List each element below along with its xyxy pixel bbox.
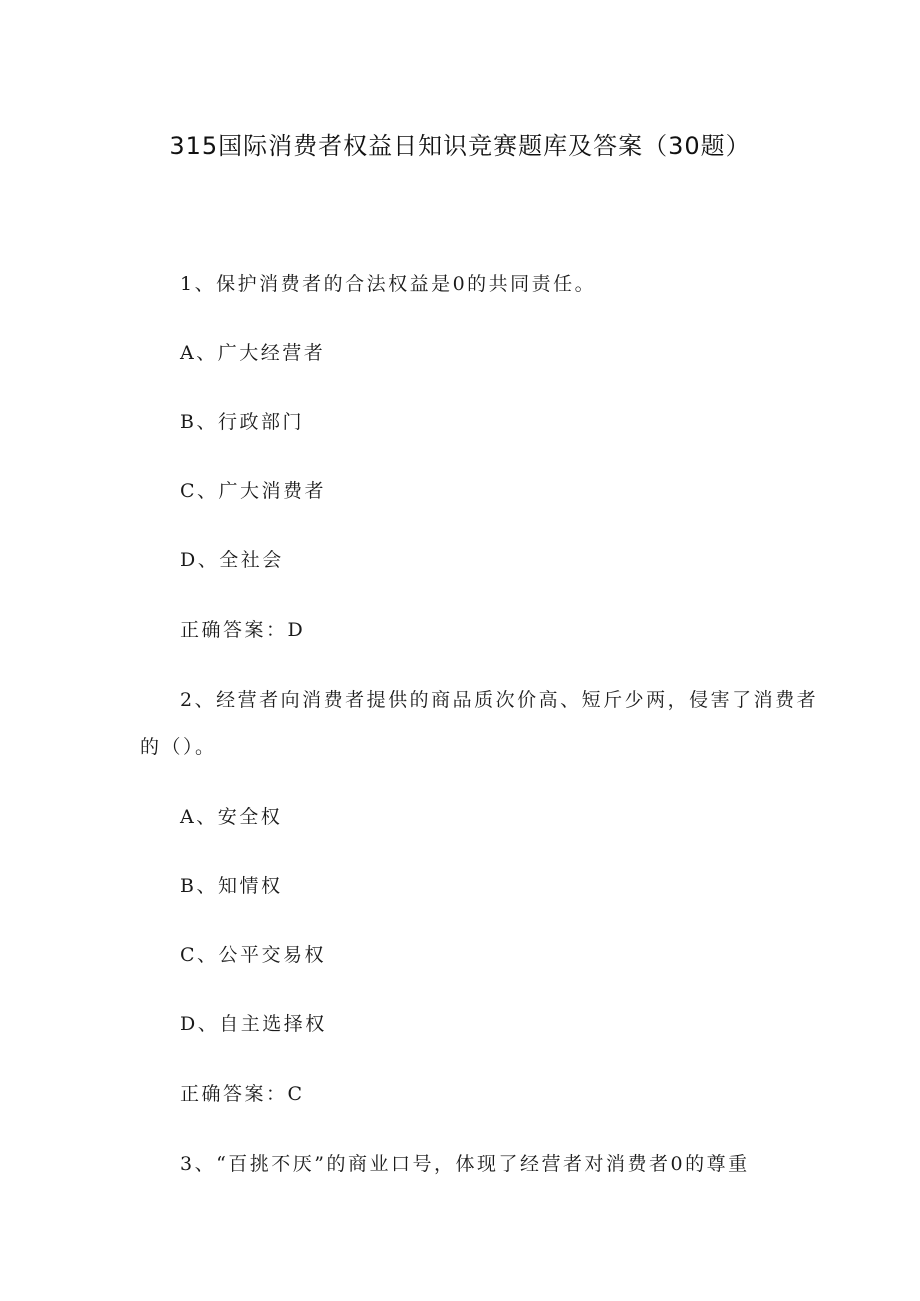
option-c: C、公平交易权: [180, 944, 327, 966]
option-d: D、自主选择权: [180, 1013, 327, 1035]
correct-answer: 正确答案：C: [180, 1083, 305, 1105]
option-b: B、知情权: [180, 875, 283, 897]
question-stem: 2、经营者向消费者提供的商品质次价高、短斤少两，侵害了消费者: [180, 689, 819, 711]
question-stem: 1、保护消费者的合法权益是0的共同责任。: [180, 273, 597, 295]
option-d: D、全社会: [180, 549, 284, 571]
option-a: A、安全权: [180, 806, 283, 828]
question-stem-continuation: 的（）。: [140, 736, 217, 758]
document-title: 315国际消费者权益日知识竞赛题库及答案（30题）: [169, 132, 751, 160]
correct-answer: 正确答案：D: [180, 619, 306, 641]
question-stem: 3、“百挑不厌”的商业口号，体现了经营者对消费者0的尊重: [180, 1153, 750, 1175]
option-b: B、行政部门: [180, 411, 304, 433]
option-a: A、广大经营者: [180, 342, 326, 364]
option-c: C、广大消费者: [180, 480, 327, 502]
